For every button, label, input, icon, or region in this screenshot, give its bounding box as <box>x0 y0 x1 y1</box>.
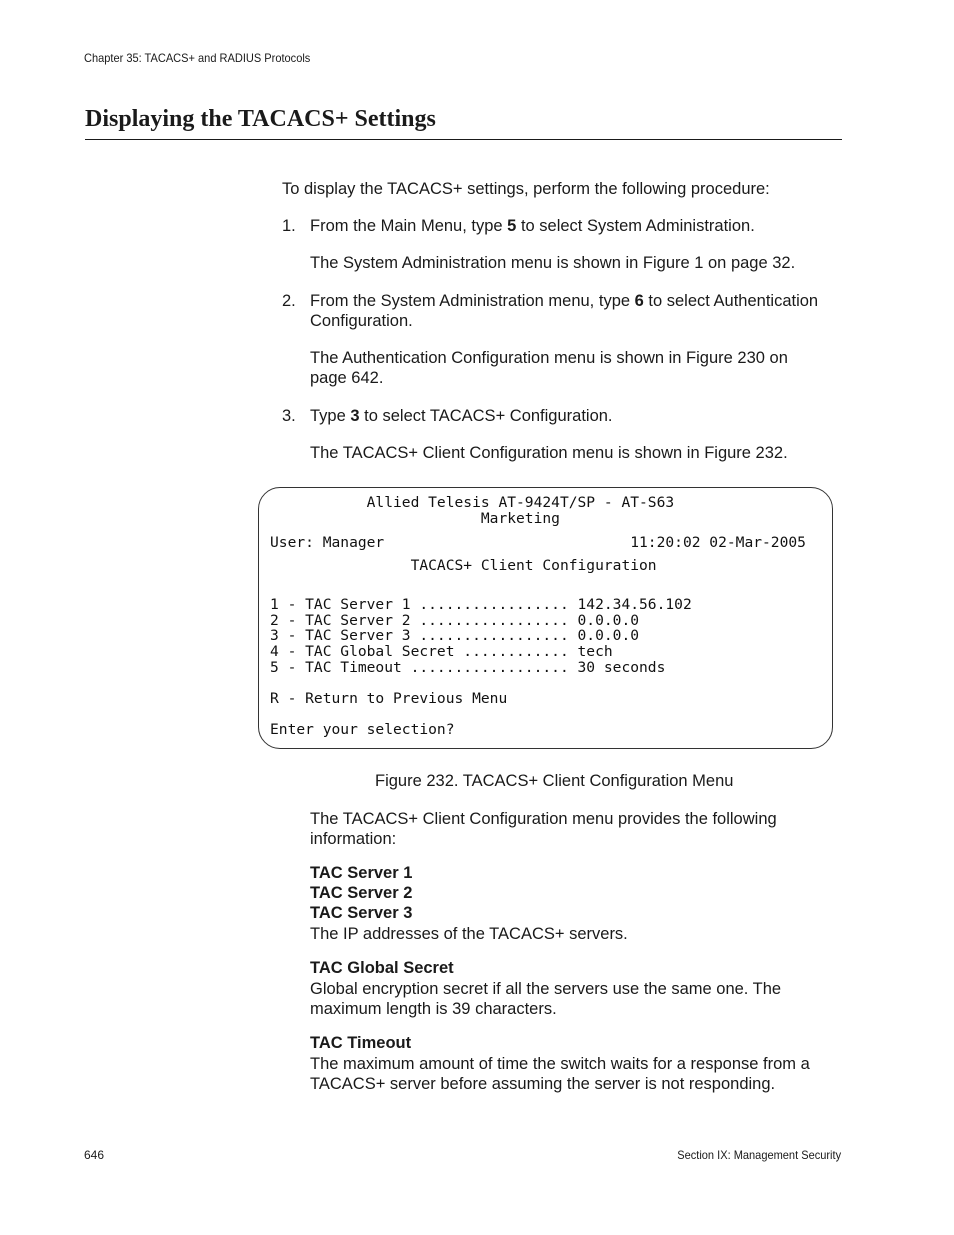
step-note: The Authentication Configuration menu is shown in Figure 230 on page 642. <box>310 349 788 387</box>
step-key: 5 <box>507 217 517 235</box>
intro-paragraph: To display the TACACS+ settings, perform the following procedure: <box>282 180 770 198</box>
step-text <box>310 216 845 236</box>
terminal-user-line: User: Manager 11:20:02 02-Mar-2005 <box>270 534 806 551</box>
step-text-post: to select TACACS+ Configuration. <box>359 407 613 425</box>
running-header: Chapter 35: TACACS+ and RADIUS Protocols <box>84 51 311 65</box>
terminal-location: Marketing <box>270 510 560 527</box>
terminal-menu-item: 4 - TAC Global Secret ............ tech <box>270 643 613 660</box>
definition-term: TAC Server 3 <box>310 904 413 922</box>
step-text <box>310 291 845 331</box>
step-text-post: to select System Administration. <box>516 217 755 235</box>
terminal-menu-item: 2 - TAC Server 2 ................. 0.0.0.0 <box>270 612 640 629</box>
definition-term: TAC Server 1 <box>310 864 413 882</box>
terminal-menu-item: 5 - TAC Timeout .................. 30 seconds <box>270 659 666 676</box>
definition-term: TAC Timeout <box>310 1034 412 1052</box>
terminal-menu-item: 3 - TAC Server 3 ................. 0.0.0.0 <box>270 627 640 644</box>
step-key: 6 <box>634 292 644 310</box>
definition-description: The maximum amount of time the switch waits for a response from a TACACS+ server before assuming the server is not responding. <box>310 1055 810 1093</box>
terminal-menu-item: 1 - TAC Server 1 ................. 142.34.56.102 <box>270 596 692 613</box>
step-number: 1. <box>282 217 296 235</box>
footer-section: Section IX: Management Security <box>677 1148 841 1162</box>
step-number: 2. <box>282 292 296 310</box>
section-title: Displaying the TACACS+ Settings <box>85 106 436 132</box>
figure-caption: Figure 232. TACACS+ Client Configuration Menu <box>375 772 734 790</box>
step-note: The TACACS+ Client Configuration menu is shown in Figure 232. <box>310 444 788 462</box>
title-rule <box>85 139 842 140</box>
terminal-menu-title: TACACS+ Client Configuration <box>270 557 657 574</box>
info-intro: The TACACS+ Client Configuration menu provides the following information: <box>310 810 777 848</box>
step-text-pre: From the System Administration menu, type <box>310 292 635 310</box>
terminal-return-item: R - Return to Previous Menu <box>270 690 508 707</box>
definition-term: TAC Server 2 <box>310 884 413 902</box>
step-text-pre: From the Main Menu, type <box>310 217 508 235</box>
definition-term: TAC Global Secret <box>310 959 454 977</box>
definition-description: Global encryption secret if all the servers use the same one. The maximum length is 39 characters. <box>310 980 782 1018</box>
step-text-post: to select Authentication Configuration. <box>310 292 819 330</box>
definition-description: The IP addresses of the TACACS+ servers. <box>310 925 628 943</box>
terminal-prompt: Enter your selection? <box>270 721 455 738</box>
step-number: 3. <box>282 407 296 425</box>
step-text <box>310 406 845 426</box>
page-number: 646 <box>84 1148 105 1162</box>
step-note: The System Administration menu is shown in Figure 1 on page 32. <box>310 254 796 272</box>
terminal-title: Allied Telesis AT-9424T/SP - AT-S63 <box>270 494 675 511</box>
step-text-pre: Type <box>310 407 351 425</box>
step-key: 3 <box>350 407 360 425</box>
